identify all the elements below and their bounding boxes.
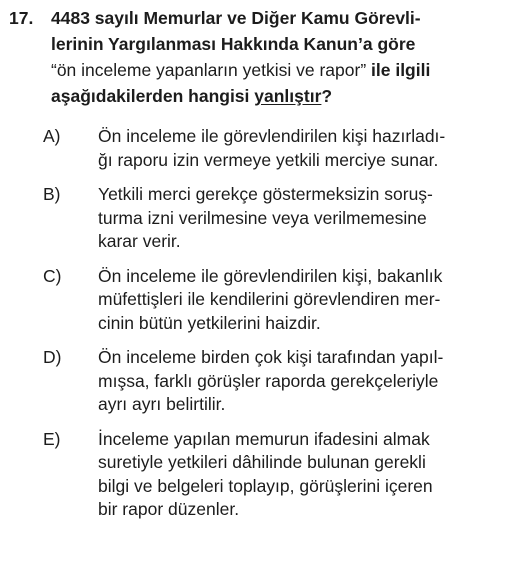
option-line: suretiyle yetkileri dâhilinde bulunan gerekli [98, 452, 426, 472]
option-line: ayrı ayrı belirtilir. [98, 394, 226, 414]
question-line-4 [51, 83, 502, 109]
option-line: cinin bütün yetkilerini haizdir. [98, 312, 321, 333]
option-text [98, 346, 502, 417]
option-letter: B) [43, 184, 61, 204]
option-line: Ön inceleme ile görevlendirilen kişi hazırladı- [98, 126, 446, 146]
question-mark: ? [321, 86, 333, 106]
question-line-4-text: aşağıdakilerden hangisi [51, 86, 255, 106]
question-line-1: 4483 sayılı Memurlar ve Diğer Kamu Görevli- [51, 8, 421, 28]
option-line: müfettişleri ile kendilerini görevlendiren mer- [98, 289, 441, 309]
option-text [98, 265, 502, 336]
option-line: Ön inceleme ile görevlendirilen kişi, bakanlık [98, 265, 443, 286]
question-quoted-topic: “ön inceleme yapanların yetkisi ve rapor” [51, 60, 367, 80]
option-text [98, 125, 502, 172]
question-line-3-bold: ile ilgili [366, 60, 431, 80]
option-line: mışsa, farklı görüşler raporda gerekçeleriyle [98, 370, 439, 391]
option-line: karar verir. [98, 231, 181, 251]
option-text [98, 183, 502, 254]
option-c[interactable] [43, 265, 502, 336]
question-line-2: lerinin Yargılanması Hakkında Kanun’a göre [51, 34, 416, 54]
option-letter: A) [43, 126, 61, 146]
option-d[interactable] [43, 346, 502, 417]
option-line: bir rapor düzenler. [98, 499, 240, 519]
option-text [98, 428, 502, 522]
option-e[interactable] [43, 428, 502, 522]
option-line: İnceleme yapılan memurun ifadesini almak [98, 428, 430, 449]
question-text [51, 5, 502, 109]
option-line: Yetkili merci gerekçe göstermeksizin soruş- [98, 184, 433, 204]
option-line: Ön inceleme birden çok kişi tarafından yapıl- [98, 347, 444, 367]
option-letter: C) [43, 265, 62, 286]
option-letter: E) [43, 428, 61, 449]
option-letter: D) [43, 347, 62, 367]
answer-options [43, 125, 502, 522]
question-negative-keyword: yanlıştır [254, 86, 322, 106]
question-line-3 [51, 57, 502, 83]
option-b[interactable] [43, 183, 502, 254]
option-a[interactable] [43, 125, 502, 172]
question-stem [9, 5, 502, 109]
option-line: bilgi ve belgeleri toplayıp, görüşlerini içeren [98, 475, 433, 496]
question-number: 17. [9, 8, 34, 28]
option-line: turma izni verilmesine veya verilmemesine [98, 207, 427, 228]
option-line: ğı raporu izin vermeye yetkili merciye sunar. [98, 149, 439, 170]
